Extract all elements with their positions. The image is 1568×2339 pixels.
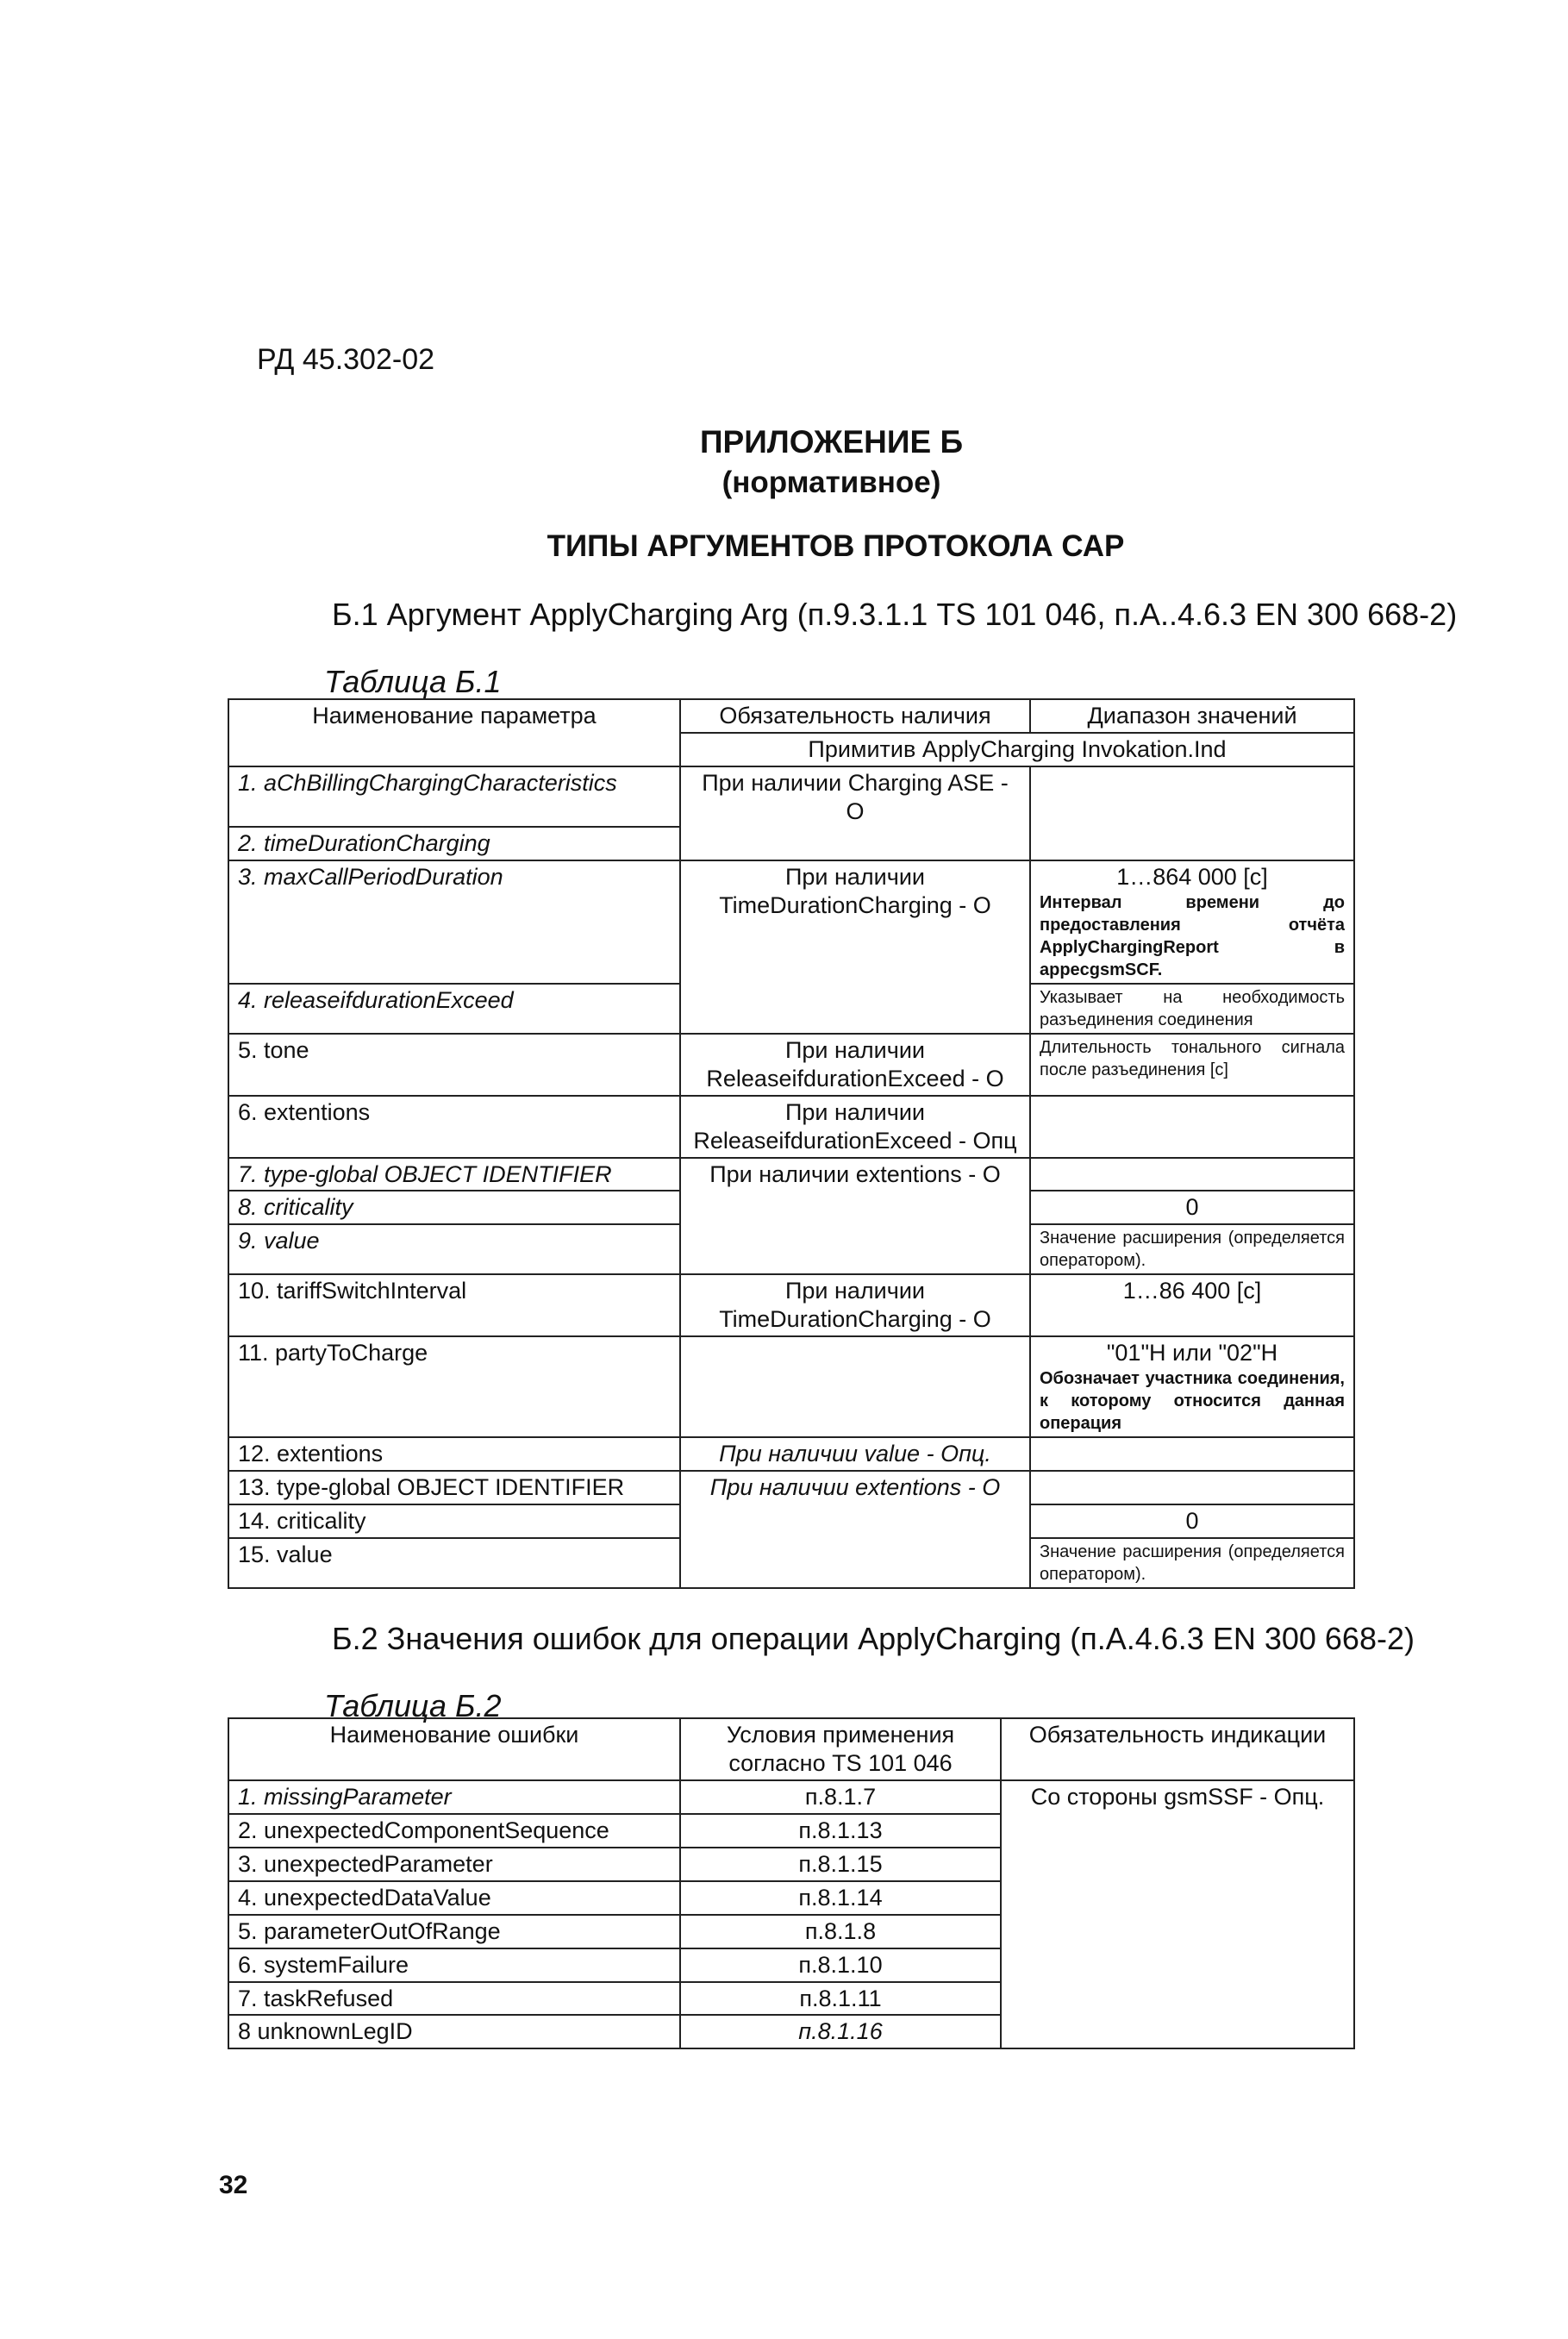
table-b1: [228, 698, 1355, 1589]
range-cell: 0: [1030, 1504, 1354, 1538]
section-2-title: Б.2 Значения ошибок для операции ApplyCharging (п.А.4.6.3 EN 300 668-2): [332, 1621, 1415, 1656]
presence-cell: [680, 1336, 1030, 1437]
range-cell: [1030, 1471, 1354, 1504]
param-cell: 2. timeDurationCharging: [228, 827, 680, 860]
param-cell: 5. tone: [228, 1034, 680, 1096]
table-row: [228, 1780, 1354, 1814]
table-header: Наименование параметра: [228, 699, 680, 766]
range-cell: [1030, 1437, 1354, 1471]
table-header: Наименование ошибки: [228, 1718, 680, 1780]
error-name-cell: 7. taskRefused: [228, 1982, 680, 2016]
table-row: [228, 1274, 1354, 1336]
presence-cell: При наличии ReleaseifdurationExceed - Опц: [680, 1096, 1030, 1158]
param-cell: 13. type-global OBJECT IDENTIFIER: [228, 1471, 680, 1504]
range-cell: [1030, 860, 1354, 984]
error-name-cell: 2. unexpectedComponentSequence: [228, 1814, 680, 1848]
table-2-caption: Таблица Б.2: [324, 1688, 502, 1723]
presence-cell: При наличии TimeDurationCharging - O: [680, 1274, 1030, 1336]
document-code: РД 45.302-02: [257, 343, 435, 376]
table-row: [228, 1096, 1354, 1158]
presence-cell: При наличии TimeDurationCharging - O: [680, 860, 1030, 1034]
range-cell: [1030, 1096, 1354, 1158]
param-cell: 9. value: [228, 1224, 680, 1274]
clause-cell: п.8.1.11: [680, 1982, 1001, 2016]
presence-cell: При наличии Charging ASE - O: [680, 766, 1030, 860]
range-cell: 1…86 400 [c]: [1030, 1274, 1354, 1336]
table-row: [228, 766, 1354, 827]
clause-cell: п.8.1.10: [680, 1948, 1001, 1982]
table-header: Обязательность наличия: [680, 699, 1030, 733]
param-cell: 1. aChBillingChargingCharacteristics: [228, 766, 680, 827]
table-row: [228, 1471, 1354, 1504]
error-name-cell: 5. parameterOutOfRange: [228, 1915, 680, 1948]
range-value: "01"H или "02"H: [1106, 1340, 1278, 1367]
param-cell: 10. tariffSwitchInterval: [228, 1274, 680, 1336]
range-cell: 0: [1030, 1191, 1354, 1224]
annex-title: ПРИЛОЖЕНИЕ Б: [699, 424, 964, 460]
param-cell: 15. value: [228, 1538, 680, 1588]
section-1-title: Б.1 Аргумент ApplyCharging Arg (п.9.3.1.1 TS 101 046, п.А..4.6.3 EN 300 668-2): [332, 597, 1458, 632]
param-cell: 11. partyToCharge: [228, 1336, 680, 1437]
presence-cell: При наличии extentions - O: [680, 1471, 1030, 1588]
clause-cell: п.8.1.7: [680, 1780, 1001, 1814]
range-cell: [1030, 1158, 1354, 1191]
table-header: Условия применения согласно TS 101 046: [680, 1718, 1001, 1780]
param-cell: 3. maxCallPeriodDuration: [228, 860, 680, 984]
range-cell: Указывает на необходимость разъединения соединения: [1030, 984, 1354, 1034]
param-cell: 7. type-global OBJECT IDENTIFIER: [228, 1158, 680, 1191]
table-1-caption: Таблица Б.1: [324, 664, 502, 699]
range-note: Обозначает участника соединения, к которому относится данная операция: [1040, 1369, 1345, 1434]
table-row: [228, 1158, 1354, 1191]
table-row: [228, 699, 1354, 733]
param-cell: 6. extentions: [228, 1096, 680, 1158]
error-name-cell: 6. systemFailure: [228, 1948, 680, 1982]
error-name-cell: 1. missingParameter: [228, 1780, 680, 1814]
presence-cell: При наличии extentions - O: [680, 1158, 1030, 1275]
table-row: [228, 1437, 1354, 1471]
table-row: [228, 860, 1354, 984]
clause-cell: п.8.1.15: [680, 1848, 1001, 1881]
table-row: [228, 1034, 1354, 1096]
range-cell: Значение расширения (определяется оператором).: [1030, 1538, 1354, 1588]
table-row: [228, 1336, 1354, 1437]
table-row: [228, 1718, 1354, 1780]
range-note: Интервал времени до предоставления отчёта ApplyChargingReport в appecgsmSCF.: [1040, 892, 1345, 979]
error-name-cell: 8 unknownLegID: [228, 2015, 680, 2048]
clause-cell: п.8.1.16: [680, 2015, 1001, 2048]
annex-heading: ТИПЫ АРГУМЕНТОВ ПРОТОКОЛА САР: [547, 529, 1125, 563]
range-cell: Значение расширения (определяется оператором).: [1030, 1224, 1354, 1274]
error-name-cell: 3. unexpectedParameter: [228, 1848, 680, 1881]
primitive-cell: Примитив ApplyCharging Invokation.Ind: [680, 733, 1354, 766]
presence-cell: При наличии value - Опц.: [680, 1437, 1030, 1471]
clause-cell: п.8.1.13: [680, 1814, 1001, 1848]
range-value: 1…864 000 [c]: [1116, 863, 1268, 890]
range-cell: [1030, 766, 1354, 860]
range-cell: [1030, 1336, 1354, 1437]
param-cell: 4. releaseifdurationExceed: [228, 984, 680, 1034]
table-header: Диапазон значений: [1030, 699, 1354, 733]
presence-cell: При наличии ReleaseifdurationExceed - O: [680, 1034, 1030, 1096]
indication-cell: Со стороны gsmSSF - Опц.: [1001, 1780, 1354, 2049]
error-name-cell: 4. unexpectedDataValue: [228, 1881, 680, 1915]
range-cell: Длительность тонального сигнала после разъединения [c]: [1030, 1034, 1354, 1096]
clause-cell: п.8.1.14: [680, 1881, 1001, 1915]
table-header: Обязательность индикации: [1001, 1718, 1354, 1780]
param-cell: 8. criticality: [228, 1191, 680, 1224]
clause-cell: п.8.1.8: [680, 1915, 1001, 1948]
param-cell: 12. extentions: [228, 1437, 680, 1471]
table-b2: [228, 1717, 1355, 2049]
param-cell: 14. criticality: [228, 1504, 680, 1538]
annex-subtitle: (нормативное): [722, 466, 941, 499]
page-number: 32: [219, 2171, 248, 2199]
